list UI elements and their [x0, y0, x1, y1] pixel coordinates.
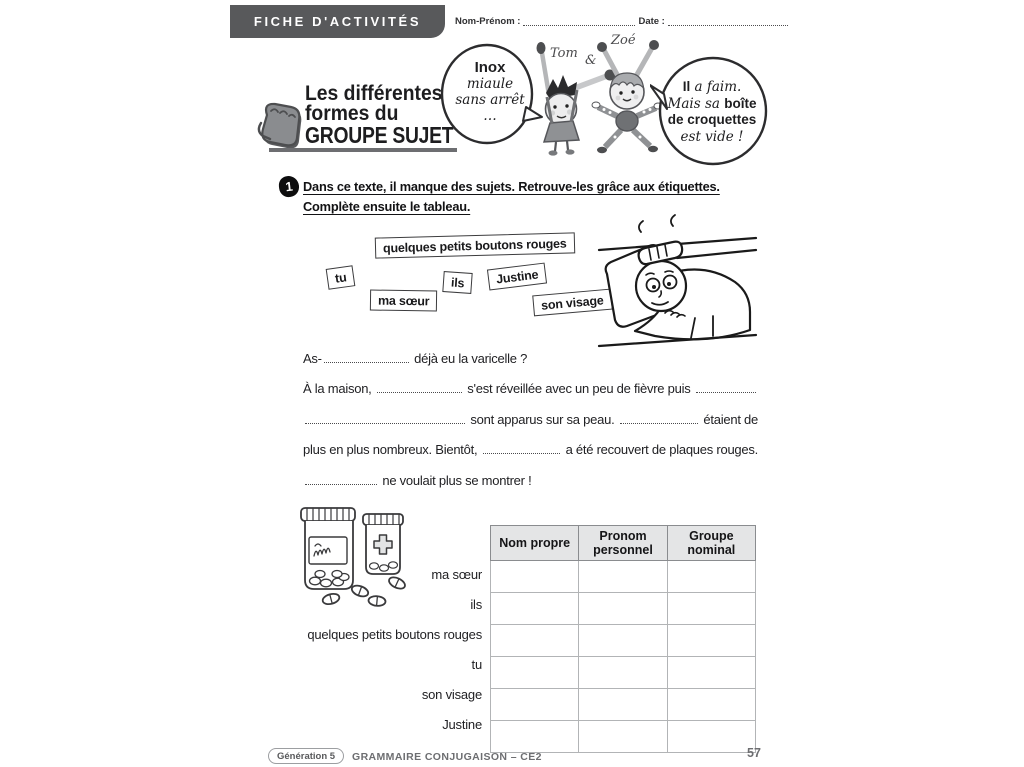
answer-blank — [305, 482, 377, 485]
instruction-line-1: Dans ce texte, il manque des sujets. Retrouve-les grâce aux étiquettes. — [303, 179, 720, 194]
name-blank — [523, 22, 635, 26]
bubble-line: de croquettes — [667, 112, 757, 127]
page-number: 57 — [747, 746, 761, 760]
instruction-line-2: Complète ensuite le tableau. — [303, 198, 471, 214]
exercise-number-badge — [278, 175, 300, 198]
exercise-number: 1 — [284, 178, 294, 195]
row-label: son visage — [421, 686, 482, 702]
cloze-segment: ne voulait plus se montrer ! — [379, 472, 532, 488]
title-line-1: Les différentes — [305, 82, 443, 105]
bubble-line: sans arrêt — [455, 92, 525, 108]
banner — [230, 5, 445, 38]
table-cell-empty — [491, 593, 579, 625]
table-header-row — [491, 526, 756, 561]
character-name-tom: Tom — [550, 46, 578, 61]
table-cell-empty — [667, 657, 755, 689]
table-header-cell: Groupe nominal — [667, 526, 755, 561]
exercise-instruction — [303, 177, 720, 216]
table-cell-empty — [579, 625, 667, 657]
fist-icon — [255, 99, 305, 153]
subject-tag: ils — [442, 271, 473, 294]
cloze-segment: As- — [303, 350, 322, 366]
cloze-line — [303, 433, 758, 464]
cloze-segment: s'est réveillée avec un peu de fièvre puis — [463, 381, 694, 396]
cloze-segment: étaient de — [700, 411, 758, 427]
answer-blank — [483, 451, 560, 454]
table-row — [491, 689, 756, 721]
name-label: Nom-Prénom : — [455, 16, 521, 27]
row-label: Justine — [442, 716, 482, 732]
character-name-zoe: Zoé — [611, 33, 636, 48]
bubble-line: Inox — [474, 59, 506, 76]
table-cell-empty — [491, 657, 579, 689]
cloze-segment: plus en plus nombreux. Bientôt, — [303, 442, 481, 457]
speech-bubble-left-text — [446, 60, 534, 124]
cloze-text — [303, 341, 758, 494]
table-cell-empty — [491, 689, 579, 721]
row-label: quelques petits boutons rouges — [307, 626, 482, 642]
cloze-line — [303, 341, 758, 372]
cloze-line — [303, 402, 758, 433]
answer-blank — [305, 421, 465, 424]
cloze-segment: sont apparus sur sa peau. — [467, 411, 618, 427]
collection-title: GRAMMAIRE CONJUGAISON – CE2 — [352, 751, 542, 763]
bubble-line: est vide ! — [680, 128, 744, 145]
answer-blank — [620, 421, 698, 424]
sick-child-in-bed-illustration — [597, 212, 759, 352]
bubble-line: Mais sa boîte — [667, 95, 757, 112]
table-cell-empty — [491, 561, 579, 593]
cloze-segment: À la maison, — [303, 381, 375, 396]
table-row — [491, 625, 756, 657]
table-cell-empty — [579, 689, 667, 721]
table-cell-empty — [579, 561, 667, 593]
title-underline — [269, 148, 457, 152]
table-cell-empty — [667, 593, 755, 625]
subject-tag: tu — [326, 265, 356, 290]
subject-tag: Justine — [487, 263, 547, 291]
cloze-segment: a été recouvert de plaques rouges. — [562, 442, 758, 457]
bubble-line: … — [483, 108, 497, 124]
answer-blank — [324, 360, 409, 363]
table-cell-empty — [667, 689, 755, 721]
speech-bubble-right-text — [663, 79, 761, 145]
row-label: ma sœur — [431, 566, 482, 582]
table-row — [491, 721, 756, 753]
table-row — [491, 561, 756, 593]
title-line-3: GROUPE SUJET — [305, 122, 454, 148]
row-label: tu — [471, 656, 482, 672]
bubble-line: miaule — [466, 76, 514, 92]
cloze-segment: déjà eu la varicelle ? — [410, 350, 528, 366]
table-cell-empty — [491, 625, 579, 657]
subject-tag: ma sœur — [370, 290, 438, 312]
table-cell-empty — [579, 721, 667, 753]
table-row — [491, 593, 756, 625]
publisher-badge: Génération 5 — [268, 748, 344, 764]
cloze-line — [303, 463, 758, 494]
table-header-cell: Nom propre — [491, 526, 579, 561]
subject-tag: son visage — [532, 289, 612, 317]
answer-blank — [377, 390, 462, 393]
title-line-2: formes du — [305, 102, 399, 125]
table-cell-empty — [667, 625, 755, 657]
table-cell-empty — [667, 721, 755, 753]
table-row — [491, 657, 756, 689]
table-body — [491, 561, 756, 753]
cloze-line — [303, 372, 758, 403]
banner-label: FICHE D'ACTIVITÉS — [253, 14, 422, 29]
subject-tag: quelques petits boutons rouges — [375, 232, 575, 258]
table-cell-empty — [491, 721, 579, 753]
name-date-row — [455, 16, 791, 27]
row-labels — [288, 559, 482, 739]
date-label: Date : — [638, 16, 665, 27]
table-cell-empty — [579, 593, 667, 625]
bubble-line: Il a faim. — [682, 79, 742, 95]
row-label: ils — [470, 596, 482, 612]
classification-table — [490, 525, 756, 753]
table-header-cell: Pronom personnel — [579, 526, 667, 561]
table-cell-empty — [579, 657, 667, 689]
character-ampersand: & — [585, 53, 597, 68]
date-blank — [668, 22, 788, 26]
table-cell-empty — [667, 561, 755, 593]
answer-blank — [696, 390, 756, 393]
